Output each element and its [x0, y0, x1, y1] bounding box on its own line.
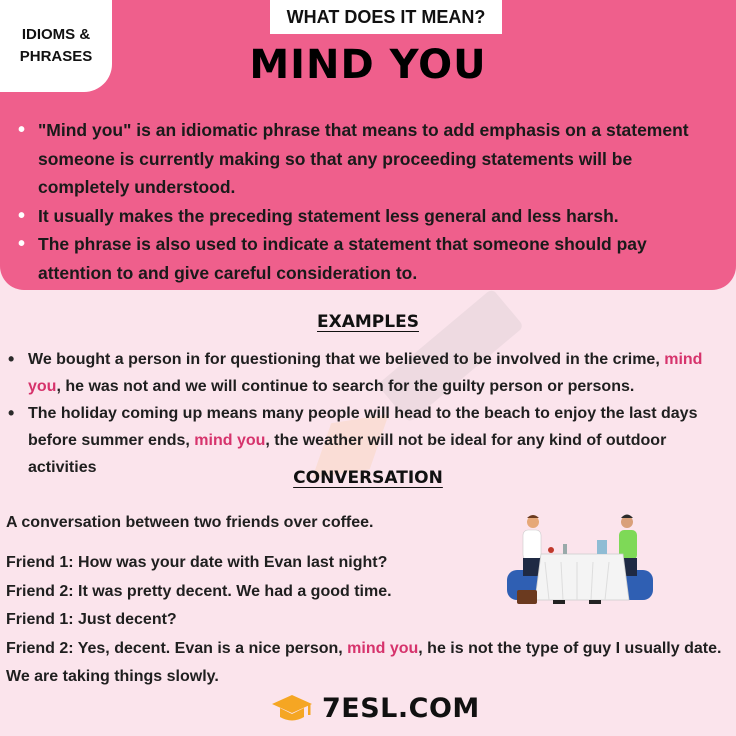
- meaning-tab: WHAT DOES IT MEAN?: [270, 0, 502, 34]
- example-text: , the weather will not be ideal for any kind of outdoor activities: [28, 432, 667, 476]
- conversation-line: Friend 1: Just decent?: [6, 611, 177, 628]
- page-title: MIND YOU: [249, 42, 487, 88]
- badge-line-2: PHRASES: [19, 48, 93, 65]
- examples-heading: EXAMPLES: [317, 312, 419, 332]
- definition-item: • The phrase is also used to indicate a statement that someone should pay attention to and give careful consideration to.: [16, 230, 724, 287]
- example-text: The holiday coming up means many people will head to the beach to enjoy the last days before summer ends,: [28, 405, 698, 449]
- conversation-line: [6, 635, 730, 692]
- example-text: We bought a person in for questioning that we believed to be involved in the crime,: [28, 351, 665, 368]
- cafe-illustration: [505, 510, 657, 610]
- example-item: [6, 346, 730, 400]
- conversation-line: Friend 2: It was pretty decent. We had a good time.: [6, 582, 392, 600]
- examples-list: [6, 346, 730, 481]
- footer-logo: [270, 688, 480, 728]
- badge-line-1: IDIOMS &: [21, 26, 91, 43]
- definition-list: [16, 116, 724, 287]
- example-text: , he was not and we will continue to search for the guilty person or persons.: [56, 378, 635, 395]
- bag: [517, 590, 537, 604]
- idiom-highlight: mind you: [194, 432, 266, 449]
- definition-item: • "Mind you" is an idiomatic phrase that means to add emphasis on a statement someone is currently making so that any proceeding statements will be completely understood.: [16, 116, 724, 202]
- conversation-text: , he is not the type of guy I usually date. We are taking things slowly.: [6, 639, 722, 685]
- idiom-highlight: mind you: [28, 351, 703, 395]
- graduation-cap-icon: [270, 691, 314, 725]
- idiom-highlight: mind you: [347, 639, 419, 657]
- conversation-line: Friend 1: How was your date with Evan last night?: [6, 554, 388, 571]
- left-person-body: [523, 530, 541, 560]
- wine-glass: [548, 547, 554, 553]
- definition-item: • It usually makes the preceding statement less general and less harsh.: [16, 202, 724, 231]
- conversation-text: Friend 2: Yes, decent. Evan is a nice person,: [6, 639, 348, 657]
- conversation-intro: A conversation between two friends over coffee.: [6, 514, 374, 531]
- table: [535, 554, 629, 600]
- footer-logo-text: 7ESL.COM: [322, 692, 480, 724]
- conversation-heading: CONVERSATION: [293, 468, 443, 488]
